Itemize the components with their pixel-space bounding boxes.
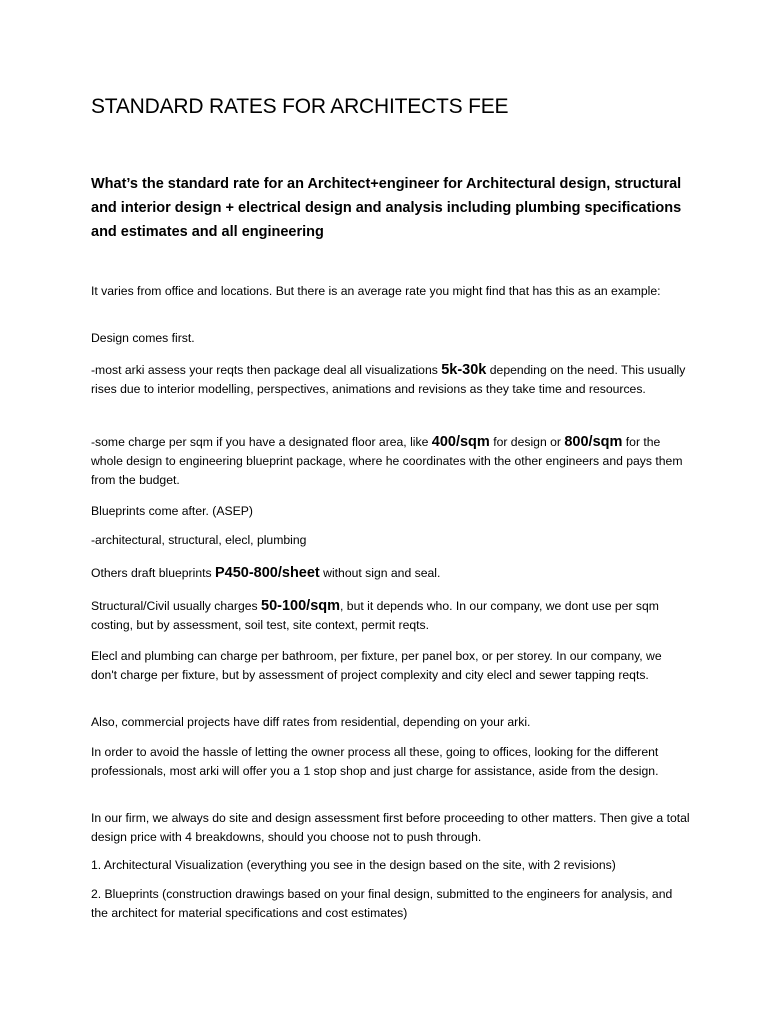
paragraph-intro: It varies from office and locations. But there is an average rate you might find that has this as an example: [91, 284, 661, 298]
text-run: Structural/Civil usually charges [91, 599, 262, 613]
rate-highlight: P450-800/sheet [214, 565, 320, 581]
paragraph-our-firm: In our firm, we always do site and design assessment first before proceeding to other matters. Then give a total design price with 4 breakdowns, should you choose not to push through. [91, 811, 690, 844]
rate-highlight: 50-100/sqm [261, 598, 341, 614]
paragraph-design-first: Design comes first. [91, 331, 195, 345]
text-run: without sign and seal. [319, 566, 441, 580]
document-title: STANDARD RATES FOR ARCHITECTS FEE [91, 95, 509, 118]
paragraph-blueprints: Blueprints come after. (ASEP) [91, 504, 253, 518]
text-run: for design or [489, 435, 565, 449]
text-run: , but it depends who. In our company, we dont use per sqm costing, but by assessment, soil test, site context, permit reqts. [91, 599, 659, 632]
list-item-blueprints: 2. Blueprints (construction drawings based on your final design, submitted to the engineers for analysis, and the architect for material specifications and cost estimates) [91, 887, 673, 920]
list-item-visualization: 1. Architectural Visualization (everything you see in the design based on the site, with 2 revisions) [91, 858, 616, 872]
paragraph-structural [91, 597, 691, 635]
paragraph-commercial: Also, commercial projects have diff rates from residential, depending on your arki. [91, 715, 531, 729]
text-run: depending on the need. This usually rises due to interior modelling, perspectives, animations and revisions as they take time and resources. [91, 363, 686, 396]
rate-highlight: 5k-30k [441, 362, 487, 378]
text-run: -some charge per sqm if you have a designated floor area, like [91, 435, 432, 449]
text-run: for the whole design to engineering blueprint package, where he coordinates with the other engineers and pays them from the budget. [91, 435, 683, 487]
text-run: -most arki assess your reqts then package deal all visualizations [91, 363, 442, 377]
paragraph-disciplines: -architectural, structural, elecl, plumbing [91, 533, 307, 547]
question-heading: What’s the standard rate for an Architect+engineer for Architectural design, structural and interior design + electrical design and analysis including plumbing specifications and estimates and all engineering [91, 176, 682, 240]
paragraph-elecl-plumbing: Elecl and plumbing can charge per bathroom, per fixture, per panel box, or per storey. In our company, we don't charge per fixture, but by assessment of project complexity and city elecl and sewer tapping reqts. [91, 649, 662, 682]
text-run: Others draft blueprints [91, 566, 215, 580]
rate-highlight: 800/sqm [564, 434, 623, 450]
paragraph-draft-blueprints [91, 564, 691, 583]
paragraph-per-sqm [91, 433, 691, 490]
rate-highlight: 400/sqm [431, 434, 490, 450]
paragraph-package-deal [91, 361, 691, 399]
paragraph-one-stop: In order to avoid the hassle of letting the owner process all these, going to offices, looking for the different professionals, most arki will offer you a 1 stop shop and just charge for assistance, aside from the design. [91, 745, 659, 778]
